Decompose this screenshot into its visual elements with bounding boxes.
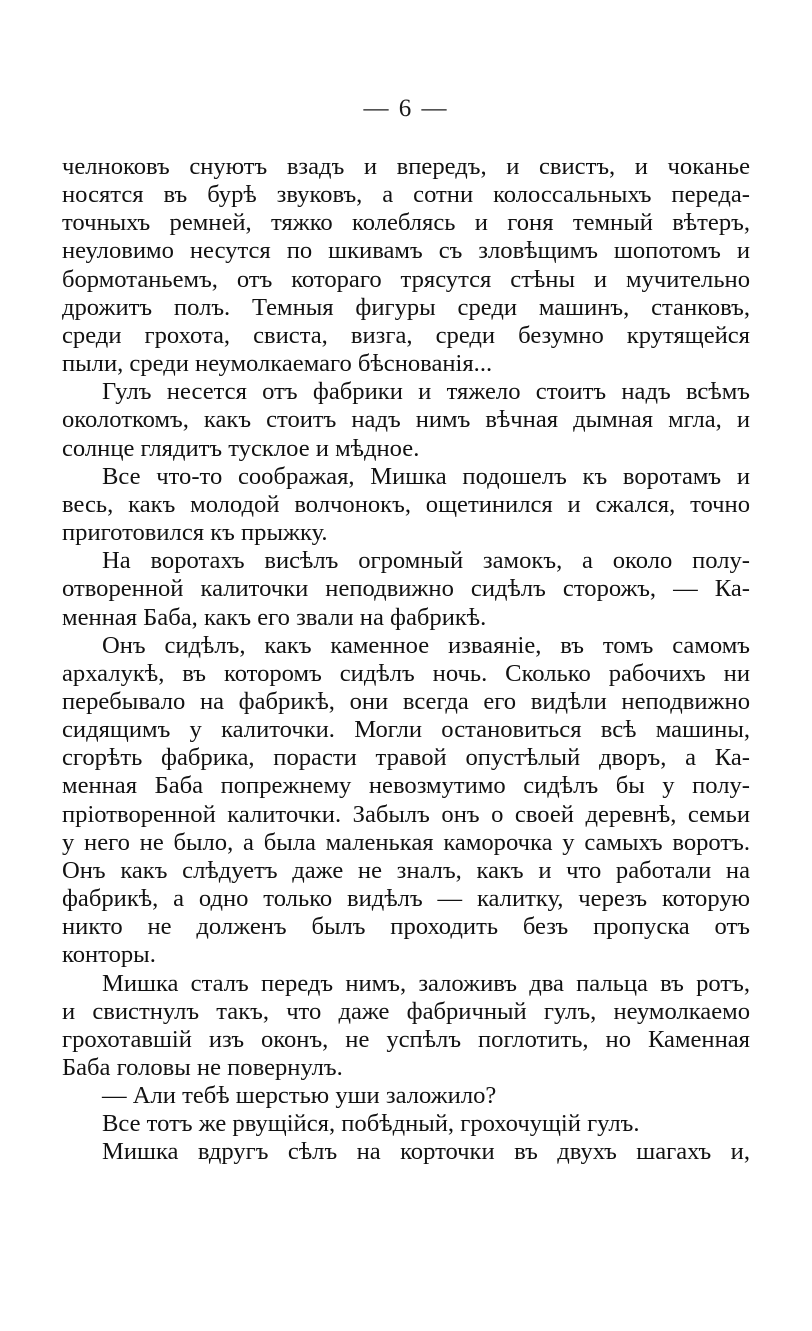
text-line: менная Баба попрежнему невозмутимо сидѣлъ бы у полу- [62,772,750,800]
text-line: приготовился къ прыжку. [62,519,328,547]
text-line: солнце глядитъ тусклое и мѣдное. [62,434,420,462]
text-line: сгорѣть фабрика, порасти травой опустѣлый дворъ, а Ка- [62,744,750,772]
text-line: фабрикѣ, а одно только видѣлъ — калитку, черезъ которую [62,885,750,913]
text-block [62,153,750,1167]
text-line: перебывало на фабрикѣ, они всегда его видѣли неподвижно [62,687,750,715]
text-line: конторы. [62,941,156,969]
text-line: весь, какъ молодой волчонокъ, ощетинился и сжался, точно [62,490,750,518]
text-line: сидящимъ у калиточки. Могли остановиться всѣ машины, [62,716,750,744]
text-line: Все тотъ же рвущійся, побѣдный, грохочущій гулъ. [102,1110,640,1138]
text-line: отворенной калиточки неподвижно сидѣлъ сторожъ, — Ка- [62,575,750,603]
text-line: околоткомъ, какъ стоитъ надъ нимъ вѣчная дымная мгла, и [62,406,750,434]
text-line: точныхъ ремней, тяжко колеблясь и гоня темный вѣтеръ, [62,209,750,237]
text-line: Онъ сидѣлъ, какъ каменное изваяніе, въ томъ самомъ [102,631,750,659]
text-line: у него не было, а была маленькая каморочка у самыхъ воротъ. [62,828,750,856]
text-line: Мишка вдругъ сѣлъ на корточки въ двухъ шагахъ и, [102,1138,750,1166]
text-line: бормотаньемъ, отъ котораго трясутся стѣны и мучительно [62,265,750,293]
text-line: среди грохота, свиста, визга, среди безумно крутящейся [62,321,750,349]
text-line: пыли, среди неумолкаемаго бѣснованія... [62,350,493,378]
text-line: дрожитъ полъ. Темныя фигуры среди машинъ, станковъ, [62,293,750,321]
text-line: Гулъ несется отъ фабрики и тяжело стоитъ надъ всѣмъ [102,378,750,406]
text-line: пріотворенной калиточки. Забылъ онъ о своей деревнѣ, семьи [62,800,750,828]
text-line: Все что-то соображая, Мишка подошелъ къ воротамъ и [102,462,750,490]
text-line: Мишка сталъ передъ нимъ, заложивъ два пальца въ ротъ, [102,969,750,997]
text-line: На воротахъ висѣлъ огромный замокъ, а около полу- [102,547,750,575]
text-line: неуловимо несутся по шкивамъ съ зловѣщимъ шопотомъ и [62,237,750,265]
page-number: — 6 — [363,95,449,122]
text-line: менная Баба, какъ его звали на фабрикѣ. [62,603,487,631]
text-line: никто не долженъ былъ проходить безъ пропуска отъ [62,913,750,941]
text-line: грохотавшій изъ оконъ, не успѣлъ поглотить, но Каменная [62,1025,750,1053]
text-line: Баба головы не повернулъ. [62,1054,343,1081]
text-line: носятся въ бурѣ звуковъ, а сотни колоссальныхъ переда- [62,181,750,209]
text-line: и свистнулъ такъ, что даже фабричный гулъ, неумолкаемо [62,997,750,1025]
text-line: архалукѣ, въ которомъ сидѣлъ ночь. Сколько рабочихъ ни [62,659,750,687]
text-line: Онъ какъ слѣдуетъ даже не зналъ, какъ и что работали на [62,856,750,884]
text-line: — Али тебѣ шерстью уши заложило? [102,1082,497,1110]
text-line: челноковъ снуютъ взадъ и впередъ, и свистъ, и чоканье [62,153,750,180]
